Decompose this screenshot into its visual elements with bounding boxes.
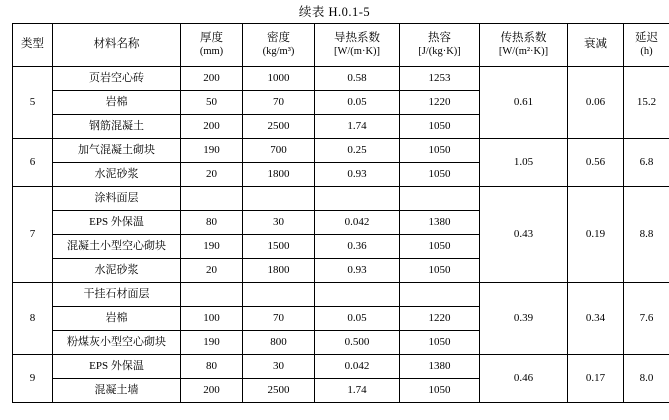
delay-cell: 7.6	[624, 283, 669, 355]
heat-capacity-cell: 1050	[400, 259, 480, 283]
heat-capacity-cell: 1050	[400, 163, 480, 187]
heat-capacity-cell: 1050	[400, 115, 480, 139]
thickness-cell: 200	[181, 379, 243, 403]
column-header-trans	[480, 24, 568, 67]
density-cell: 2500	[243, 379, 315, 403]
density-cell	[243, 187, 315, 211]
type-cell: 6	[13, 139, 53, 187]
column-header-dens-line2: (kg/m³)	[262, 45, 295, 57]
column-header-cap-line1: 热容	[428, 32, 451, 45]
density-cell: 70	[243, 91, 315, 115]
material-name-cell: 水泥砂浆	[53, 163, 181, 187]
material-name-cell: 页岩空心砖	[53, 67, 181, 91]
attenuation-cell: 0.19	[568, 187, 624, 283]
thickness-cell: 200	[181, 115, 243, 139]
column-header-thick	[181, 24, 243, 67]
thickness-cell: 190	[181, 235, 243, 259]
heat-capacity-cell: 1380	[400, 355, 480, 379]
heat-capacity-cell: 1220	[400, 307, 480, 331]
table-header	[13, 24, 669, 67]
table-row	[13, 187, 669, 211]
delay-cell: 8.8	[624, 187, 669, 283]
material-name-cell: 钢筋混凝土	[53, 115, 181, 139]
attenuation-cell: 0.06	[568, 67, 624, 139]
table-caption: 续表 H.0.1-5	[298, 5, 371, 19]
table-row	[13, 355, 669, 379]
density-cell: 800	[243, 331, 315, 355]
material-name-cell: EPS 外保温	[53, 211, 181, 235]
conductivity-cell: 0.58	[315, 67, 400, 91]
column-header-thick-line2: (mm)	[199, 45, 224, 57]
density-cell: 30	[243, 211, 315, 235]
attenuation-cell: 0.17	[568, 355, 624, 403]
conductivity-cell: 0.042	[315, 211, 400, 235]
heat-capacity-cell: 1253	[400, 67, 480, 91]
delay-cell: 6.8	[624, 139, 669, 187]
conductivity-cell: 0.25	[315, 139, 400, 163]
transmittance-cell: 1.05	[480, 139, 568, 187]
attenuation-cell: 0.34	[568, 283, 624, 355]
conductivity-cell: 0.93	[315, 259, 400, 283]
column-header-type	[13, 24, 53, 67]
thickness-cell	[181, 187, 243, 211]
column-header-trans-line1: 传热系数	[500, 32, 547, 45]
density-cell: 30	[243, 355, 315, 379]
thickness-cell: 190	[181, 139, 243, 163]
material-name-cell: EPS 外保温	[53, 355, 181, 379]
column-header-cap	[400, 24, 480, 67]
conductivity-cell: 0.042	[315, 355, 400, 379]
transmittance-cell: 0.61	[480, 67, 568, 139]
column-header-cond	[315, 24, 400, 67]
density-cell: 1000	[243, 67, 315, 91]
transmittance-cell: 0.43	[480, 187, 568, 283]
material-name-cell: 岩棉	[53, 307, 181, 331]
material-name-cell: 干挂石材面层	[53, 283, 181, 307]
transmittance-cell: 0.46	[480, 355, 568, 403]
column-header-delay-line1: 延迟	[635, 32, 658, 45]
transmittance-cell: 0.39	[480, 283, 568, 355]
heat-capacity-cell: 1050	[400, 331, 480, 355]
density-cell: 1800	[243, 259, 315, 283]
type-cell: 8	[13, 283, 53, 355]
column-header-name	[53, 24, 181, 67]
column-header-type-line1: 类型	[21, 38, 44, 51]
material-name-cell: 粉煤灰小型空心砌块	[53, 331, 181, 355]
column-header-dens-line1: 密度	[267, 32, 290, 45]
thickness-cell: 20	[181, 163, 243, 187]
density-cell: 2500	[243, 115, 315, 139]
type-cell: 9	[13, 355, 53, 403]
material-name-cell: 混凝土小型空心砌块	[53, 235, 181, 259]
type-cell: 7	[13, 187, 53, 283]
thickness-cell	[181, 283, 243, 307]
column-header-cond-line2: [W/(m·K)]	[333, 45, 381, 57]
heat-capacity-cell	[400, 283, 480, 307]
heat-capacity-cell: 1050	[400, 235, 480, 259]
thickness-cell: 20	[181, 259, 243, 283]
conductivity-cell: 0.500	[315, 331, 400, 355]
attenuation-cell: 0.56	[568, 139, 624, 187]
column-header-delay	[624, 24, 669, 67]
delay-cell: 8.0	[624, 355, 669, 403]
conductivity-cell	[315, 187, 400, 211]
thickness-cell: 50	[181, 91, 243, 115]
column-header-delay-line2: (h)	[640, 45, 653, 57]
column-header-trans-line2: [W/(m²·K)]	[498, 45, 549, 57]
conductivity-cell: 0.93	[315, 163, 400, 187]
thickness-cell: 80	[181, 355, 243, 379]
column-header-atten	[568, 24, 624, 67]
thickness-cell: 100	[181, 307, 243, 331]
column-header-atten-line1: 衰减	[584, 38, 607, 51]
conductivity-cell	[315, 283, 400, 307]
density-cell	[243, 283, 315, 307]
density-cell: 70	[243, 307, 315, 331]
heat-capacity-cell: 1050	[400, 379, 480, 403]
conductivity-cell: 1.74	[315, 115, 400, 139]
table-body	[13, 67, 669, 403]
column-header-cond-line1: 导热系数	[334, 32, 380, 45]
conductivity-cell: 0.05	[315, 307, 400, 331]
thickness-cell: 200	[181, 67, 243, 91]
type-cell: 5	[13, 67, 53, 139]
material-name-cell: 涂料面层	[53, 187, 181, 211]
material-name-cell: 加气混凝土砌块	[53, 139, 181, 163]
table-row	[13, 67, 669, 91]
column-header-name-line1: 材料名称	[93, 38, 140, 51]
heat-capacity-cell	[400, 187, 480, 211]
material-name-cell: 岩棉	[53, 91, 181, 115]
heat-capacity-cell: 1220	[400, 91, 480, 115]
material-name-cell: 混凝土墙	[53, 379, 181, 403]
heat-capacity-cell: 1380	[400, 211, 480, 235]
column-header-dens	[243, 24, 315, 67]
density-cell: 1800	[243, 163, 315, 187]
conductivity-cell: 0.36	[315, 235, 400, 259]
material-name-cell: 水泥砂浆	[53, 259, 181, 283]
thickness-cell: 80	[181, 211, 243, 235]
heat-capacity-cell: 1050	[400, 139, 480, 163]
table-row	[13, 139, 669, 163]
materials-table	[12, 23, 669, 403]
density-cell: 1500	[243, 235, 315, 259]
table-header-row	[13, 24, 669, 67]
conductivity-cell: 0.05	[315, 91, 400, 115]
table-row	[13, 283, 669, 307]
density-cell: 700	[243, 139, 315, 163]
delay-cell: 15.2	[624, 67, 669, 139]
conductivity-cell: 1.74	[315, 379, 400, 403]
column-header-cap-line2: [J/(kg·K)]	[418, 45, 461, 57]
column-header-thick-line1: 厚度	[200, 32, 223, 45]
thickness-cell: 190	[181, 331, 243, 355]
